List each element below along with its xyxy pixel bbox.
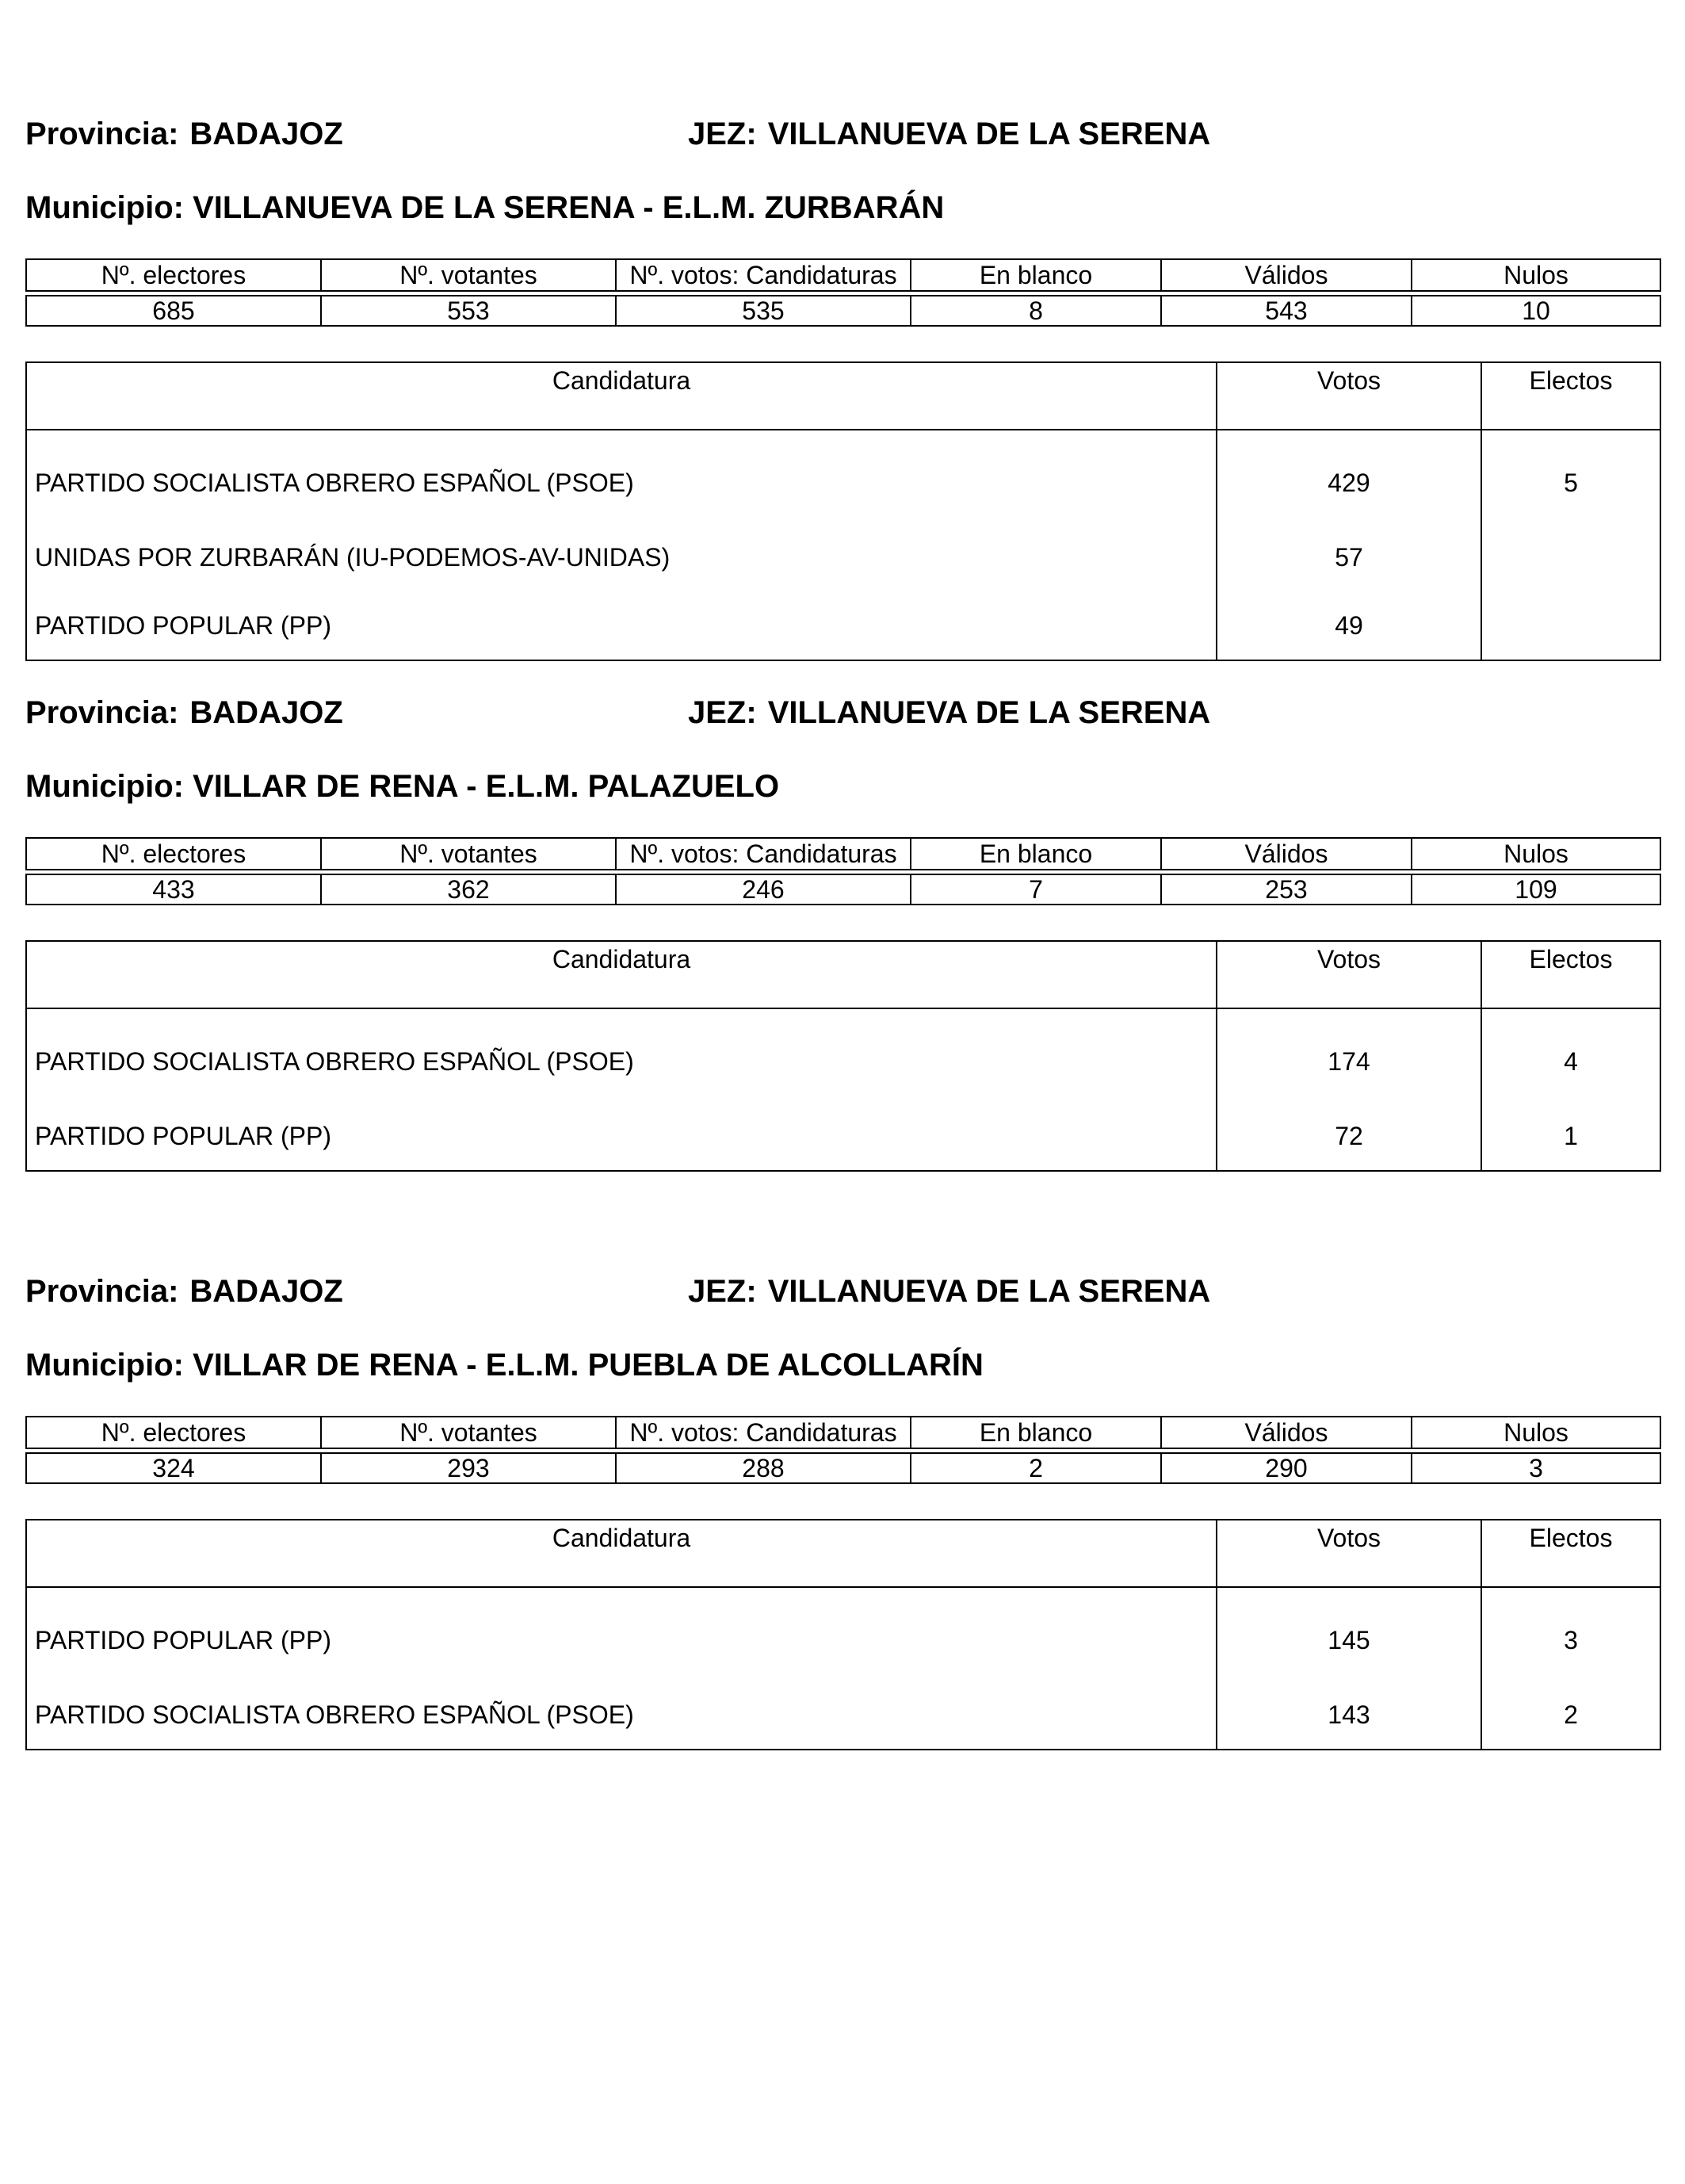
col-candidatura: Candidatura [26, 941, 1217, 1008]
val-en-blanco: 2 [911, 1453, 1161, 1483]
votos-value: 145 [1217, 1587, 1481, 1681]
col-electos: Electos [1481, 941, 1660, 1008]
jez-label: JEZ: [688, 1274, 757, 1309]
electos-value: 4 [1564, 1047, 1578, 1076]
summary-values-row [26, 296, 1660, 326]
provincia-line [25, 694, 343, 731]
summary-header-row [26, 259, 1660, 291]
votos-value: 57 [1217, 523, 1481, 591]
val-votantes: 362 [321, 874, 616, 905]
municipio-label: Municipio: [25, 1348, 184, 1383]
provincia-line [25, 116, 343, 152]
summary-table [25, 837, 1661, 905]
val-electores: 685 [26, 296, 321, 326]
table-row [26, 523, 1660, 591]
results-table [25, 1519, 1661, 1750]
col-votantes: Nº. votantes [321, 838, 616, 870]
val-nulos: 109 [1412, 874, 1660, 905]
col-en-blanco: En blanco [911, 1417, 1161, 1448]
table-row [26, 1587, 1660, 1681]
provincia-value: BADAJOZ [189, 695, 343, 730]
municipio-line [25, 768, 779, 805]
col-nulos: Nulos [1412, 1417, 1660, 1448]
municipio-label: Municipio: [25, 190, 184, 225]
col-votantes: Nº. votantes [321, 259, 616, 291]
candidatura-name: PARTIDO SOCIALISTA OBRERO ESPAÑOL (PSOE) [26, 1681, 1217, 1750]
val-votos-candidaturas: 535 [616, 296, 911, 326]
val-electores: 433 [26, 874, 321, 905]
provincia-label: Provincia: [25, 1274, 179, 1309]
summary-header-row [26, 1417, 1660, 1448]
val-votantes: 293 [321, 1453, 616, 1483]
electos-value [1481, 591, 1660, 660]
jez-line [688, 1273, 1210, 1310]
col-electores: Nº. electores [26, 259, 321, 291]
table-row [26, 1008, 1660, 1102]
summary-table [25, 258, 1661, 327]
val-en-blanco: 7 [911, 874, 1161, 905]
val-votantes: 553 [321, 296, 616, 326]
municipio-value: VILLAR DE RENA - E.L.M. PALAZUELO [193, 769, 780, 804]
provincia-line [25, 1273, 343, 1310]
val-votos-candidaturas: 246 [616, 874, 911, 905]
table-row [26, 1102, 1660, 1171]
summary-header-row [26, 838, 1660, 870]
municipio-value: VILLAR DE RENA - E.L.M. PUEBLA DE ALCOLLARÍN [193, 1348, 984, 1383]
col-votos: Votos [1217, 941, 1481, 1008]
votos-value: 49 [1217, 591, 1481, 660]
val-nulos: 10 [1412, 296, 1660, 326]
provincia-label: Provincia: [25, 117, 179, 151]
val-validos: 290 [1161, 1453, 1412, 1483]
jez-value: VILLANUEVA DE LA SERENA [767, 695, 1211, 730]
summary-values-row [26, 874, 1660, 905]
col-votos: Votos [1217, 362, 1481, 430]
table-row [26, 591, 1660, 660]
summary-values-row [26, 1453, 1660, 1483]
val-votos-candidaturas: 288 [616, 1453, 911, 1483]
col-validos: Válidos [1161, 259, 1412, 291]
electos-value: 5 [1564, 469, 1578, 497]
municipio-label: Municipio: [25, 769, 184, 804]
provincia-label: Provincia: [25, 695, 179, 730]
val-nulos: 3 [1412, 1453, 1660, 1483]
col-en-blanco: En blanco [911, 838, 1161, 870]
candidatura-name: PARTIDO POPULAR (PP) [26, 1102, 1217, 1171]
col-votantes: Nº. votantes [321, 1417, 616, 1448]
col-candidatura: Candidatura [26, 1520, 1217, 1587]
municipio-line [25, 189, 944, 226]
candidatura-name: PARTIDO POPULAR (PP) [26, 1587, 1217, 1681]
electos-value [1481, 523, 1660, 591]
val-validos: 543 [1161, 296, 1412, 326]
jez-label: JEZ: [688, 117, 757, 151]
col-nulos: Nulos [1412, 838, 1660, 870]
val-electores: 324 [26, 1453, 321, 1483]
col-electos: Electos [1481, 362, 1660, 430]
results-header-row [26, 1520, 1660, 1587]
col-votos-candidaturas: Nº. votos: Candidaturas [616, 1417, 911, 1448]
candidatura-name: UNIDAS POR ZURBARÁN (IU-PODEMOS-AV-UNIDAS) [26, 523, 1217, 591]
candidatura-name: PARTIDO POPULAR (PP) [26, 591, 1217, 660]
col-electos: Electos [1481, 1520, 1660, 1587]
electos-value: 3 [1564, 1626, 1578, 1654]
jez-line [688, 694, 1210, 731]
col-validos: Válidos [1161, 838, 1412, 870]
table-row [26, 430, 1660, 523]
results-table [25, 940, 1661, 1172]
col-validos: Válidos [1161, 1417, 1412, 1448]
results-header-row [26, 941, 1660, 1008]
municipio-value: VILLANUEVA DE LA SERENA - E.L.M. ZURBARÁN [193, 190, 945, 225]
votos-value: 143 [1217, 1681, 1481, 1750]
jez-value: VILLANUEVA DE LA SERENA [767, 1274, 1211, 1309]
electos-value: 2 [1564, 1700, 1578, 1729]
candidatura-name: PARTIDO SOCIALISTA OBRERO ESPAÑOL (PSOE) [26, 1008, 1217, 1102]
votos-value: 72 [1217, 1102, 1481, 1171]
col-nulos: Nulos [1412, 259, 1660, 291]
col-votos-candidaturas: Nº. votos: Candidaturas [616, 838, 911, 870]
col-candidatura: Candidatura [26, 362, 1217, 430]
provincia-value: BADAJOZ [189, 1274, 343, 1309]
provincia-value: BADAJOZ [189, 117, 343, 151]
col-votos: Votos [1217, 1520, 1481, 1587]
col-electores: Nº. electores [26, 838, 321, 870]
col-votos-candidaturas: Nº. votos: Candidaturas [616, 259, 911, 291]
summary-table [25, 1416, 1661, 1484]
col-electores: Nº. electores [26, 1417, 321, 1448]
val-en-blanco: 8 [911, 296, 1161, 326]
jez-label: JEZ: [688, 695, 757, 730]
votos-value: 174 [1217, 1008, 1481, 1102]
jez-value: VILLANUEVA DE LA SERENA [767, 117, 1211, 151]
col-en-blanco: En blanco [911, 259, 1161, 291]
results-header-row [26, 362, 1660, 430]
municipio-line [25, 1347, 984, 1383]
results-table [25, 361, 1661, 661]
jez-line [688, 116, 1210, 152]
val-validos: 253 [1161, 874, 1412, 905]
table-row [26, 1681, 1660, 1750]
electos-value: 1 [1564, 1122, 1578, 1150]
votos-value: 429 [1217, 430, 1481, 523]
candidatura-name: PARTIDO SOCIALISTA OBRERO ESPAÑOL (PSOE) [26, 430, 1217, 523]
